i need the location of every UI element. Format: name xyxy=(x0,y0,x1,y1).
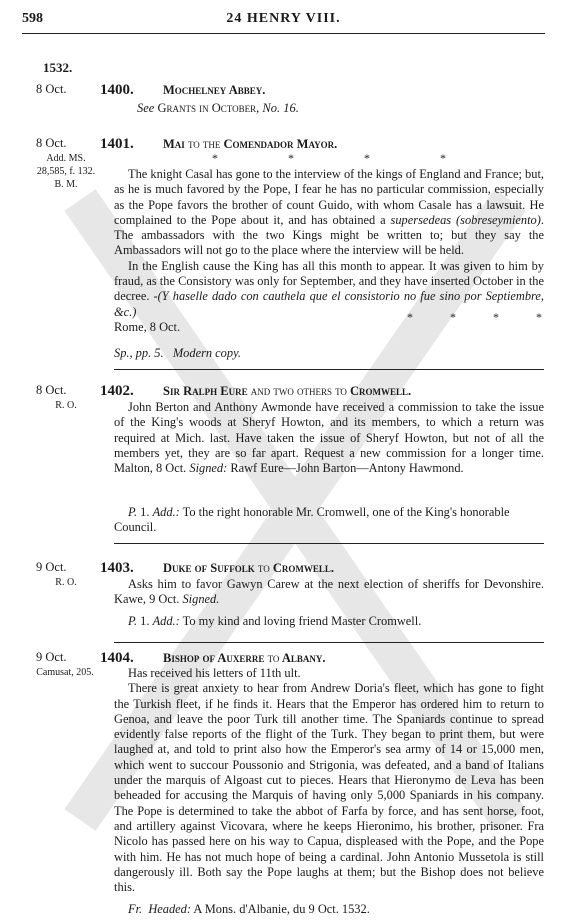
entry-date: 8 Oct. xyxy=(36,82,67,96)
text: Rawf Eure—John Barton—Antony Hawmond. xyxy=(227,461,464,476)
page-header xyxy=(0,8,567,28)
entry-source: 28,585, f. 132. xyxy=(36,166,96,177)
text: Rome, 8 Oct. xyxy=(114,319,181,334)
entry-source: R. O. xyxy=(55,400,77,411)
italic-text: (Y haselle dado con cauthela que el consistorio no fue sino por Septiembre, &c.) xyxy=(114,289,544,319)
meta-text: To my kind and loving friend Master Cromwell. xyxy=(179,614,422,628)
entry-title xyxy=(163,561,334,576)
title-part: Bishop of Auxerre xyxy=(163,651,265,665)
meta-italic: P. xyxy=(128,614,138,628)
text: The knight Casal has gone to the interview of the kings of England and France; but, as he is much favored by the Pope, I fear he has no particular commission, especially as the Pope favors the brother of count Guido, with whom Casale has a lawsuit. He complained to the Pope about it, and has obtained a xyxy=(114,167,544,227)
meta-italic: Add.: xyxy=(152,614,180,628)
title-part: to xyxy=(257,561,270,575)
entry-body xyxy=(114,666,544,895)
title-part: Duke of Suffolk xyxy=(163,561,255,575)
star-icon: * xyxy=(407,310,413,324)
paragraph xyxy=(114,167,544,259)
meta-italic: Modern copy. xyxy=(172,346,241,360)
meta-text: 1. xyxy=(137,614,153,628)
entry-number: 1401. xyxy=(100,136,134,152)
title-part: to the xyxy=(187,137,221,151)
see-ref: Grants in October xyxy=(157,101,257,115)
cross-reference xyxy=(137,101,299,116)
year-label: 1532. xyxy=(43,60,73,75)
see-suffix: , No. 16. xyxy=(256,101,299,115)
paragraph xyxy=(114,400,544,476)
entry-number: 1404. xyxy=(100,650,134,666)
italic-text: Signed. xyxy=(182,592,220,607)
entry-date: 9 Oct. xyxy=(36,650,67,664)
see-prefix: See xyxy=(137,101,155,115)
text: There is great anxiety to hear from Andrew Doria's fleet, which has gone to fight the Turkish fleet, if he finds it. Hears that the Emperor has ordered him to return to Genoa, and leave the poor Turk till another time. The Spaniards continue to spread evidently false reports of the flight of the Turk. They began to print them, but were laughed at, and told to print also how the Emperor's sea army of 14 or 15,000 men, which went to succour Poussonio and Strigonia, was defeated, and a band of Italians under the marquis of Algoast cut to pieces. Hears that Hieronymo de Leva has been beheaded for accusing the Marquis of having only 5,000 Spaniards in his company. The Pope is determined to take the abbot of Farfa by force, and has sent horse, foot, and artillery against Vicovara, where he keeps Hieronimo, his brother, prisoner. Fra Nicolo has passed here on his way to Capua, displeased with the Pope, and the Pope with him. He has not much hope of being a cardinal. John Antonio Mussetola is still dangerously ill. Both say the Pope laughs at them; but the Bishop does not believe this. xyxy=(114,681,544,895)
entry-body xyxy=(114,167,544,335)
entry-body xyxy=(114,577,544,608)
paragraph xyxy=(114,577,544,608)
entry-number: 1403. xyxy=(100,560,134,576)
text: Has received his letters of 11th ult. xyxy=(128,666,301,680)
entry-divider xyxy=(114,369,544,370)
star-icon: * xyxy=(536,310,542,324)
meta-text: 1. xyxy=(137,505,153,519)
entry-title xyxy=(163,384,411,399)
entry-number: 1402. xyxy=(100,383,134,399)
entry-date: 8 Oct. xyxy=(36,383,67,397)
page-number: 598 xyxy=(22,11,43,26)
entry-number: 1400. xyxy=(100,82,134,98)
paragraph xyxy=(114,259,544,320)
entry-source: Camusat, 205. xyxy=(36,667,94,678)
header-rule xyxy=(22,33,545,34)
title-part: Comendador Mayor. xyxy=(223,137,338,151)
entry-source: Add. MS. xyxy=(46,153,86,164)
text: Asks him to favor Gawyn Carew at the next election of sheriffs for Devonshire. Kawe, 9 Oct. xyxy=(114,577,544,607)
star-icon: * xyxy=(288,151,294,165)
entry-date: 8 Oct. xyxy=(36,136,67,150)
meta-text: To the right honorable Mr. Cromwell, one of the King's honorable Council. xyxy=(114,505,510,535)
title-part: Cromwell. xyxy=(272,561,334,575)
entry-source: B. M. xyxy=(54,179,78,190)
entry-meta xyxy=(114,902,544,917)
star-icon: * xyxy=(493,310,499,324)
star-icon: * xyxy=(364,151,370,165)
entry-title: Mochelney Abbey. xyxy=(163,83,266,97)
title-part: and two others to xyxy=(250,384,347,398)
text: In the English cause the King has all this month to appear. It was given to him by fraud, as the Consistory was only for September, and they have inserted October in the decree. - xyxy=(114,258,544,304)
title-part: Sir Ralph Eure xyxy=(163,384,248,398)
entry-meta xyxy=(114,614,544,629)
entry-title xyxy=(163,651,326,666)
title-part: Mai xyxy=(163,137,185,151)
text: . The ambassadors with the two Kings might be written to; but they say the Ambassadors will not go to the place where the interview will be held. xyxy=(114,212,544,258)
entry-title xyxy=(163,137,337,152)
meta-italic: Headed: xyxy=(148,902,191,916)
title-part: to xyxy=(267,651,280,665)
running-head: 24 HENRY VIII. xyxy=(226,11,341,26)
text: John Berton and Anthony Awmonde have received a commission to take the issue of the King's woods at Sheryf Howton, and its members, to which a return was required at Mich. last. Have taken the issue of Sheryf Howton, but not of all the members yet, they are so far apart. Request a new commission for a longer time. Malton, 8 Oct. xyxy=(114,400,544,476)
title-part: Cromwell. xyxy=(350,384,412,398)
entry-meta xyxy=(114,505,544,536)
entry-source: R. O. xyxy=(55,577,77,588)
paragraph xyxy=(114,681,544,895)
entry-divider xyxy=(114,543,544,544)
paragraph xyxy=(114,320,544,335)
meta-italic: Fr. xyxy=(128,902,143,916)
star-icon: * xyxy=(450,310,456,324)
entry-body xyxy=(114,400,544,476)
star-icon: * xyxy=(440,151,446,165)
meta-italic: Add.: xyxy=(152,505,180,519)
entry-meta xyxy=(114,346,544,361)
entry-date: 9 Oct. xyxy=(36,560,67,574)
entry-divider xyxy=(114,642,544,643)
star-icon: * xyxy=(212,151,218,165)
italic-text: Signed: xyxy=(189,461,228,476)
meta-italic: P. xyxy=(128,505,138,519)
title-part: Albany. xyxy=(281,651,326,665)
meta-text: A Mons. d'Albanie, du 9 Oct. 1532. xyxy=(191,902,370,916)
meta-italic: Sp., pp. 5. xyxy=(114,346,164,360)
italic-text: supersedeas (sobreseymiento) xyxy=(390,212,541,227)
paragraph xyxy=(114,666,544,681)
